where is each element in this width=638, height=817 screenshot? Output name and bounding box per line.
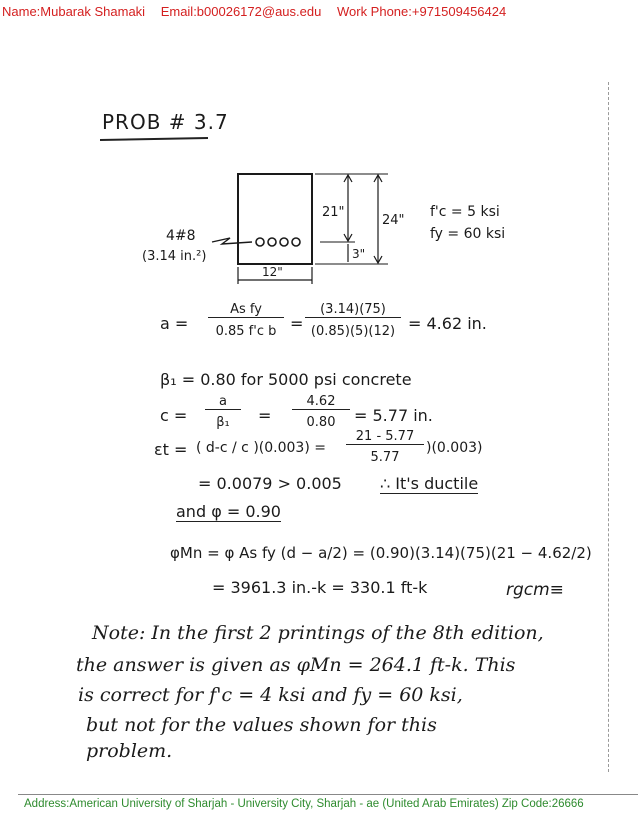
a-frac2-den: (0.85)(5)(12): [310, 324, 396, 339]
note-line-1: Note: In the first 2 printings of the 8th edition,: [92, 622, 544, 644]
page-margin-line: [608, 82, 610, 772]
rebar-circle: [280, 238, 288, 246]
rebar-circle: [268, 238, 276, 246]
rebar-circle: [292, 238, 300, 246]
dim-3-label: 3": [352, 247, 366, 261]
dim-12-label: 12": [262, 265, 283, 279]
dim-24-label: 24": [382, 213, 405, 228]
dim-21-label: 21": [322, 205, 345, 220]
a-result: = 4.62 in.: [408, 314, 487, 333]
note-line-4: but not for the values shown for this: [86, 714, 437, 736]
bars-leader-arrow: [212, 238, 252, 244]
et-lhs: εt =: [154, 440, 188, 459]
et-part2: )(0.003): [426, 440, 483, 456]
problem-title: PROB # 3.7: [102, 110, 229, 134]
beam-cross-section-figure: [142, 172, 550, 307]
phi-value: and φ = 0.90: [176, 502, 281, 521]
et-frac-num: 21 - 5.77: [346, 429, 424, 445]
beam-section: [238, 174, 312, 264]
note-line-5: problem.: [86, 740, 173, 762]
note-line-2: the answer is given as φMn = 264.1 ft-k. This: [76, 654, 516, 676]
header-name: Name:Mubarak Shamaki: [2, 4, 146, 19]
footer-address: Address:American University of Sharjah - University City, Sharjah - ae (United Arab Emirates) Zip Code:26666: [24, 798, 584, 810]
a-eq: =: [290, 314, 304, 333]
bars-area-label: (3.14 in.²): [142, 249, 207, 264]
a-frac1-num: As fy: [208, 302, 284, 318]
c-frac1-den: β₁: [216, 415, 230, 430]
fc-label: f'c = 5 ksi: [430, 204, 500, 220]
header-email: Email:b00026172@aus.edu: [160, 4, 322, 19]
et-part1: ( d-c / c )(0.003) =: [196, 440, 326, 456]
bars-label: 4#8: [166, 228, 196, 244]
c-frac2-den: 0.80: [306, 415, 336, 430]
header-phone: Work Phone:+971509456424: [336, 4, 507, 19]
et-frac-den: 5.77: [370, 450, 400, 465]
a-frac2-num: (3.14)(75): [305, 302, 401, 318]
contact-header: [2, 4, 518, 19]
c-eq: =: [258, 406, 272, 425]
handwritten-solution-page: [0, 22, 638, 792]
moment-equation: φMn = φ As fy (d − a/2) = (0.90)(3.14)(75)(21 − 4.62/2): [170, 544, 592, 562]
moment-result: = 3961.3 in.-k = 330.1 ft-k: [212, 578, 428, 597]
rebar-circle: [256, 238, 264, 246]
c-frac1-num: a: [205, 394, 241, 410]
footer-divider: [18, 794, 638, 795]
c-frac2-num: 4.62: [292, 394, 350, 410]
fy-label: fy = 60 ksi: [430, 226, 506, 242]
ductile-statement: ∴ It's ductile: [380, 474, 479, 493]
author-initials: rgcm≡: [506, 580, 564, 600]
a-frac1-den: 0.85 f'c b: [215, 324, 277, 339]
strain-result: = 0.0079 > 0.005: [198, 474, 342, 493]
title-underline: [100, 137, 208, 141]
note-line-3: is correct for f'c = 4 ksi and fy = 60 ksi,: [78, 684, 463, 706]
beta-line: β₁ = 0.80 for 5000 psi concrete: [160, 370, 412, 389]
c-result: = 5.77 in.: [354, 406, 433, 425]
a-lhs: a =: [160, 314, 189, 333]
c-lhs: c =: [160, 406, 188, 425]
